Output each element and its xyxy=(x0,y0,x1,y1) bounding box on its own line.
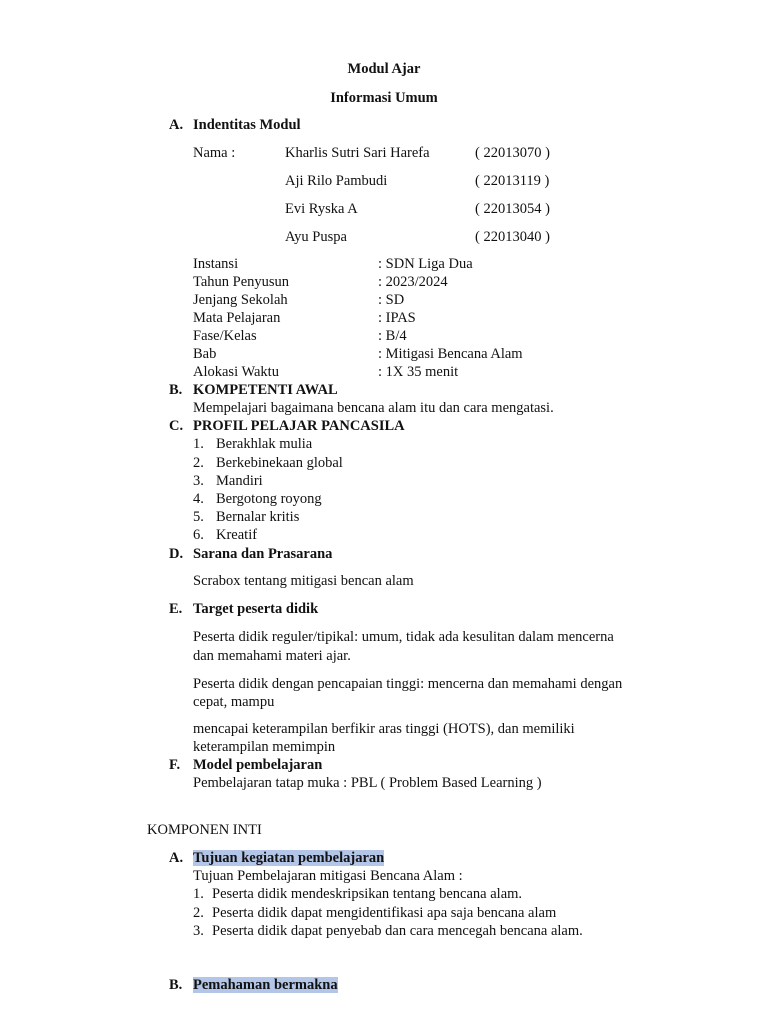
info-label: Instansi xyxy=(193,256,239,272)
section-b-text: Mempelajari bagaimana bencana alam itu dan cara mengatasi. xyxy=(193,400,554,416)
section-f-letter: F. xyxy=(169,757,181,773)
info-label: Mata Pelajaran xyxy=(193,310,281,326)
komponen-a-heading xyxy=(193,849,384,867)
author-name: Kharlis Sutri Sari Harefa xyxy=(285,145,430,161)
list-item: Berakhlak mulia xyxy=(216,436,313,452)
list-item-number: 3. xyxy=(193,473,204,489)
list-item: Berkebinekaan global xyxy=(216,455,343,471)
list-item: Mandiri xyxy=(216,473,263,489)
list-item-number: 1. xyxy=(193,436,204,452)
list-item: Peserta didik mendeskripsikan tentang bencana alam. xyxy=(212,886,523,902)
target-paragraph-line: Peserta didik reguler/tipikal: umum, tidak ada kesulitan dalam mencerna xyxy=(193,629,614,645)
section-b-heading: KOMPETENTI AWAL xyxy=(193,382,338,398)
highlighted-heading: Tujuan kegiatan pembelajaran xyxy=(193,850,385,866)
info-value: : SD xyxy=(378,292,405,308)
author-name: Aji Rilo Pambudi xyxy=(285,173,388,189)
author-id: ( 22013070 ) xyxy=(475,145,550,161)
section-a-letter: A. xyxy=(169,117,184,133)
list-item-number: 5. xyxy=(193,509,204,525)
author-name: Ayu Puspa xyxy=(285,229,347,245)
tujuan-intro: Tujuan Pembelajaran mitigasi Bencana Alam : xyxy=(193,868,463,884)
info-value: : 1X 35 menit xyxy=(378,364,459,380)
info-label: Bab xyxy=(193,346,217,362)
komponen-inti-heading: KOMPONEN INTI xyxy=(147,822,262,838)
page-title: Modul Ajar xyxy=(347,61,421,77)
info-value: : B/4 xyxy=(378,328,407,344)
list-item-number: 3. xyxy=(193,923,204,939)
section-e-heading: Target peserta didik xyxy=(193,601,319,617)
info-value: : Mitigasi Bencana Alam xyxy=(378,346,523,362)
highlighted-heading: Pemahaman bermakna xyxy=(193,977,338,993)
target-paragraph-line: dan memahami materi ajar. xyxy=(193,648,351,664)
info-value: : 2023/2024 xyxy=(378,274,448,290)
list-item-number: 1. xyxy=(193,886,204,902)
section-f-text: Pembelajaran tatap muka : PBL ( Problem Based Learning ) xyxy=(193,775,542,791)
target-paragraph-line: Peserta didik dengan pencapaian tinggi: mencerna dan memahami dengan xyxy=(193,676,623,692)
list-item-number: 2. xyxy=(193,905,204,921)
list-item: Bergotong royong xyxy=(216,491,322,507)
section-d-letter: D. xyxy=(169,546,184,562)
author-name: Evi Ryska A xyxy=(285,201,358,217)
info-value: : IPAS xyxy=(378,310,416,326)
info-label: Tahun Penyusun xyxy=(193,274,290,290)
list-item: Kreatif xyxy=(216,527,258,543)
list-item-number: 4. xyxy=(193,491,204,507)
list-item-number: 6. xyxy=(193,527,204,543)
section-e-letter: E. xyxy=(169,601,183,617)
page-subtitle: Informasi Umum xyxy=(330,90,438,106)
section-d-text: Scrabox tentang mitigasi bencan alam xyxy=(193,573,414,589)
section-a-heading: Indentitas Modul xyxy=(193,117,301,133)
komponen-b-heading xyxy=(193,976,338,994)
target-paragraph-line: keterampilan memimpin xyxy=(193,739,336,755)
info-label: Alokasi Waktu xyxy=(193,364,279,380)
list-item: Bernalar kritis xyxy=(216,509,300,525)
list-item: Peserta didik dapat penyebab dan cara mencegah bencana alam. xyxy=(212,923,583,939)
komponen-a-letter: A. xyxy=(169,850,184,866)
info-label: Fase/Kelas xyxy=(193,328,257,344)
section-d-heading: Sarana dan Prasarana xyxy=(193,546,333,562)
info-label: Jenjang Sekolah xyxy=(193,292,288,308)
komponen-b-letter: B. xyxy=(169,977,183,993)
target-paragraph-line: mencapai keterampilan berfikir aras tinggi (HOTS), dan memiliki xyxy=(193,721,575,737)
section-c-heading: PROFIL PELAJAR PANCASILA xyxy=(193,418,405,434)
target-paragraph-line: cepat, mampu xyxy=(193,694,275,710)
section-b-letter: B. xyxy=(169,382,183,398)
author-id: ( 22013119 ) xyxy=(475,173,550,189)
name-label: Nama : xyxy=(193,145,236,161)
author-id: ( 22013040 ) xyxy=(475,229,550,245)
info-value: : SDN Liga Dua xyxy=(378,256,473,272)
section-f-heading: Model pembelajaran xyxy=(193,757,323,773)
list-item-number: 2. xyxy=(193,455,204,471)
section-c-letter: C. xyxy=(169,418,184,434)
list-item: Peserta didik dapat mengidentifikasi apa saja bencana alam xyxy=(212,905,557,921)
author-id: ( 22013054 ) xyxy=(475,201,550,217)
